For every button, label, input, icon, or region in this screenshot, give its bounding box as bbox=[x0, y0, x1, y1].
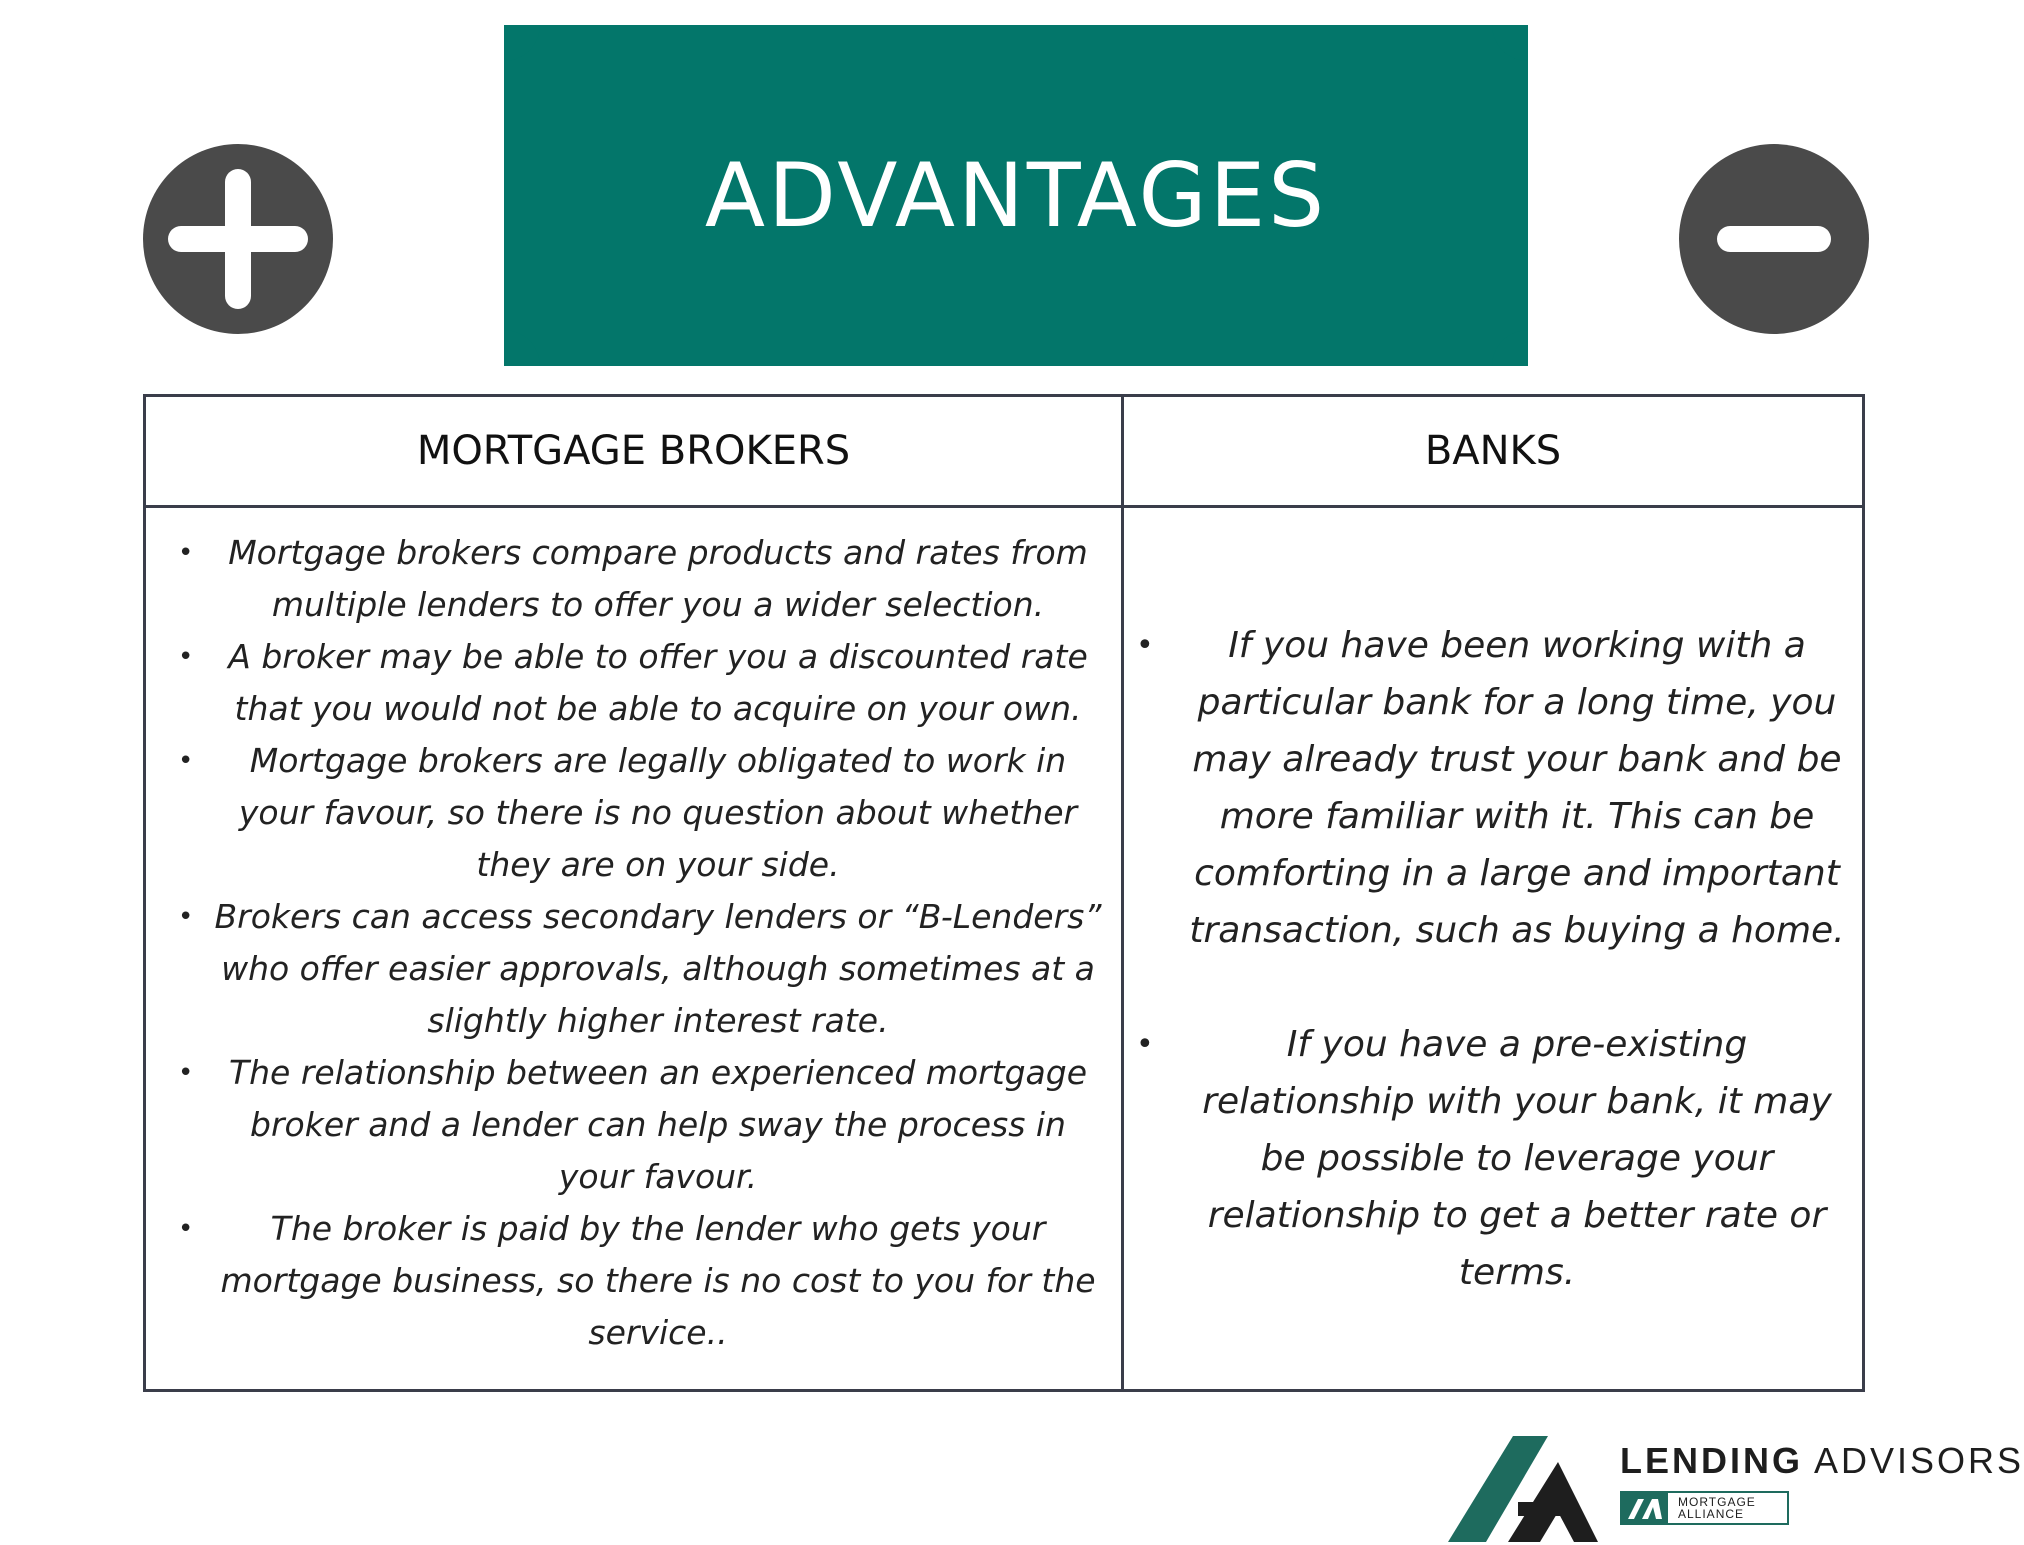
bullet-icon: • bbox=[178, 746, 194, 776]
banks-cell bbox=[1136, 617, 1848, 1301]
column-divider bbox=[1121, 397, 1124, 1389]
logo-mark-icon bbox=[1448, 1432, 1618, 1545]
list-item: • A broker may be able to offer you a discounted rate that you would not be able to acquire on your own. bbox=[166, 631, 1106, 735]
bullet-icon: • bbox=[178, 1214, 194, 1244]
title-banner bbox=[504, 25, 1528, 366]
lending-advisors-logo bbox=[1448, 1432, 2024, 1545]
bullet-icon: • bbox=[1136, 628, 1154, 663]
bullet-icon: • bbox=[178, 902, 194, 932]
list-item: • If you have been working with a particular bank for a long time, you may already trust your bank and be more familiar with it. This can be comforting in a large and important transaction, such as buying a home. bbox=[1136, 617, 1848, 959]
list-item: • If you have a pre-existing relationship with your bank, it may be possible to leverage your relationship to get a better rate or terms. bbox=[1136, 1016, 1848, 1301]
comparison-table bbox=[143, 394, 1865, 1392]
brokers-list bbox=[166, 527, 1106, 1359]
plus-icon bbox=[143, 144, 333, 334]
brokers-cell bbox=[166, 527, 1106, 1359]
bullet-icon: • bbox=[178, 1058, 194, 1088]
header-mortgage-brokers: MORTGAGE BROKERS bbox=[416, 428, 851, 474]
page-title: ADVANTAGES bbox=[704, 144, 1328, 247]
minus-icon bbox=[1679, 144, 1869, 334]
list-item: • Mortgage brokers are legally obligated to work in your favour, so there is no question about whether they are on your side. bbox=[166, 735, 1106, 891]
list-item: • Brokers can access secondary lenders or “B-Lenders” who offer easier approvals, although sometimes at a slightly higher interest rate. bbox=[166, 891, 1106, 1047]
banks-list bbox=[1136, 617, 1848, 1301]
bullet-icon: • bbox=[178, 642, 194, 672]
header-divider bbox=[146, 505, 1862, 508]
bullet-icon: • bbox=[1136, 1027, 1154, 1062]
alliance-mark-icon bbox=[1622, 1493, 1668, 1523]
alliance-text: MORTGAGE ALLIANCE bbox=[1678, 1495, 1756, 1521]
mortgage-alliance-logo bbox=[1620, 1491, 1789, 1525]
bullet-icon: • bbox=[178, 538, 194, 568]
list-item: • Mortgage brokers compare products and rates from multiple lenders to offer you a wider selection. bbox=[166, 527, 1106, 631]
logo-name: LENDING ADVISORS bbox=[1620, 1440, 2024, 1481]
header-banks: BANKS bbox=[1424, 428, 1562, 474]
list-item: • The broker is paid by the lender who gets your mortgage business, so there is no cost to you for the service.. bbox=[166, 1203, 1106, 1359]
list-item: • The relationship between an experienced mortgage broker and a lender can help sway the process in your favour. bbox=[166, 1047, 1106, 1203]
